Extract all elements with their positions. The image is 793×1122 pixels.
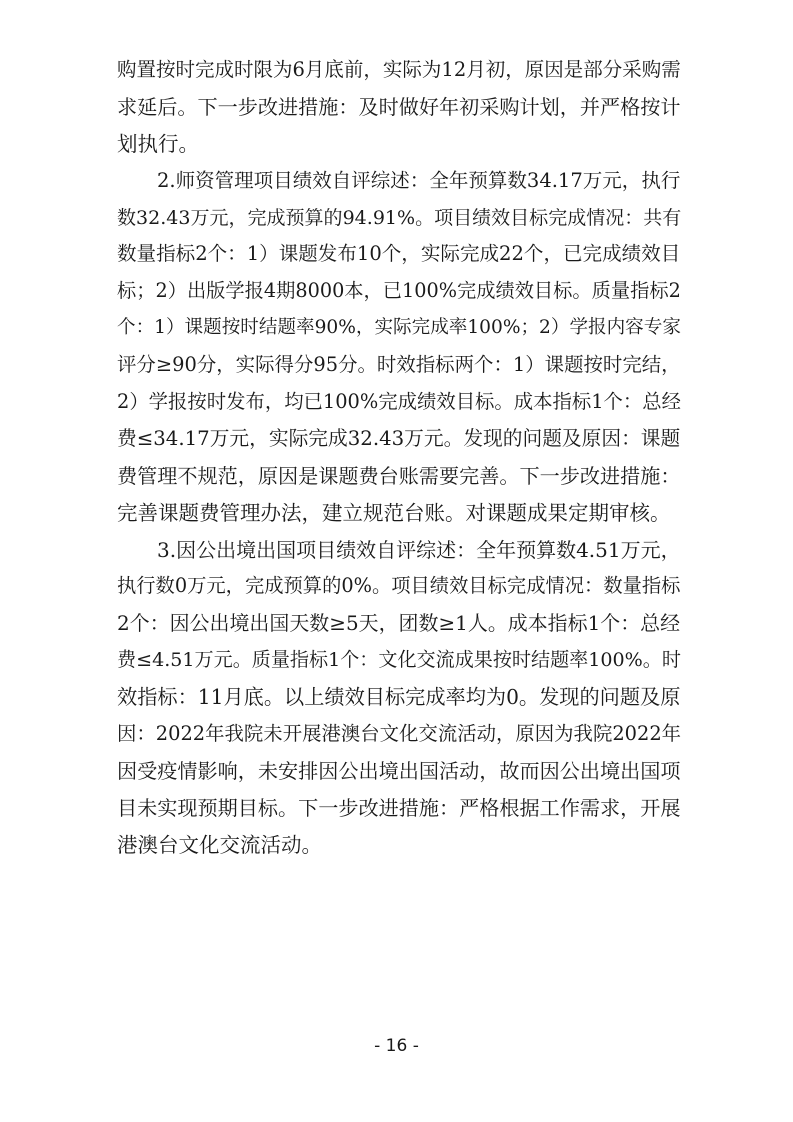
text-line: 港澳台文化交流活动。 bbox=[117, 832, 322, 857]
body-text bbox=[117, 52, 681, 864]
text-line: 2个：因公出境出国天数≥5天，团数≥1人。成本指标1个：总经 bbox=[117, 611, 681, 636]
text-line: 执行数0万元，完成预算的0%。项目绩效目标完成情况：数量指标 bbox=[117, 574, 681, 598]
text-line: 2）学报按时发布，均已100%完成绩效目标。成本指标1个：总经 bbox=[117, 390, 681, 414]
text-line: 费≤4.51万元。质量指标1个：文化交流成果按时结题率100%。时 bbox=[117, 649, 681, 672]
text-line: 效指标：11月底。以上绩效目标完成率均为0。发现的问题及原 bbox=[117, 685, 681, 710]
text-line: 费管理不规范，原因是课题费台账需要完善。下一步改进措施： bbox=[117, 463, 681, 488]
text-line: 购置按时完成时限为6月底前，实际为12月初，原因是部分采购需 bbox=[117, 58, 681, 81]
paragraph-3-start: 3.因公出境出国项目绩效自评综述：全年预算数4.51万元， bbox=[157, 537, 681, 562]
text-line: 因受疫情影响，未安排因公出境出国活动，故而因公出境出国项 bbox=[117, 758, 681, 783]
text-line: 求延后。下一步改进措施：及时做好年初采购计划，并严格按计 bbox=[117, 94, 681, 119]
text-line: 划执行。 bbox=[117, 131, 199, 156]
text-line: 评分≥90分，实际得分95分。时效指标两个：1）课题按时完结， bbox=[117, 353, 681, 377]
text-line: 因：2022年我院未开展港澳台文化交流活动，原因为我院2022年 bbox=[117, 722, 682, 746]
text-line: 数32.43万元，完成预算的94.91%。项目绩效目标完成情况：共有 bbox=[117, 206, 682, 229]
text-line: 数量指标2个：1）课题发布10个，实际完成22个，已完成绩效目 bbox=[117, 242, 681, 266]
paragraph-2-start: 2.师资管理项目绩效自评综述：全年预算数34.17万元，执行 bbox=[157, 168, 681, 192]
text-line: 完善课题费管理办法，建立规范台账。对课题成果定期审核。 bbox=[117, 500, 671, 525]
text-line: 个：1）课题按时结题率90%，实际完成率100%；2）学报内容专家 bbox=[117, 317, 681, 339]
text-line: 目未实现预期目标。下一步改进措施：严格根据工作需求，开展 bbox=[117, 795, 681, 820]
text-line: 费≤34.17万元，实际完成32.43万元。发现的问题及原因：课题 bbox=[117, 426, 681, 450]
text-line: 标；2）出版学报4期8000本，已100%完成绩效目标。质量指标2 bbox=[117, 279, 681, 303]
page-number: - 16 - bbox=[374, 1036, 419, 1056]
